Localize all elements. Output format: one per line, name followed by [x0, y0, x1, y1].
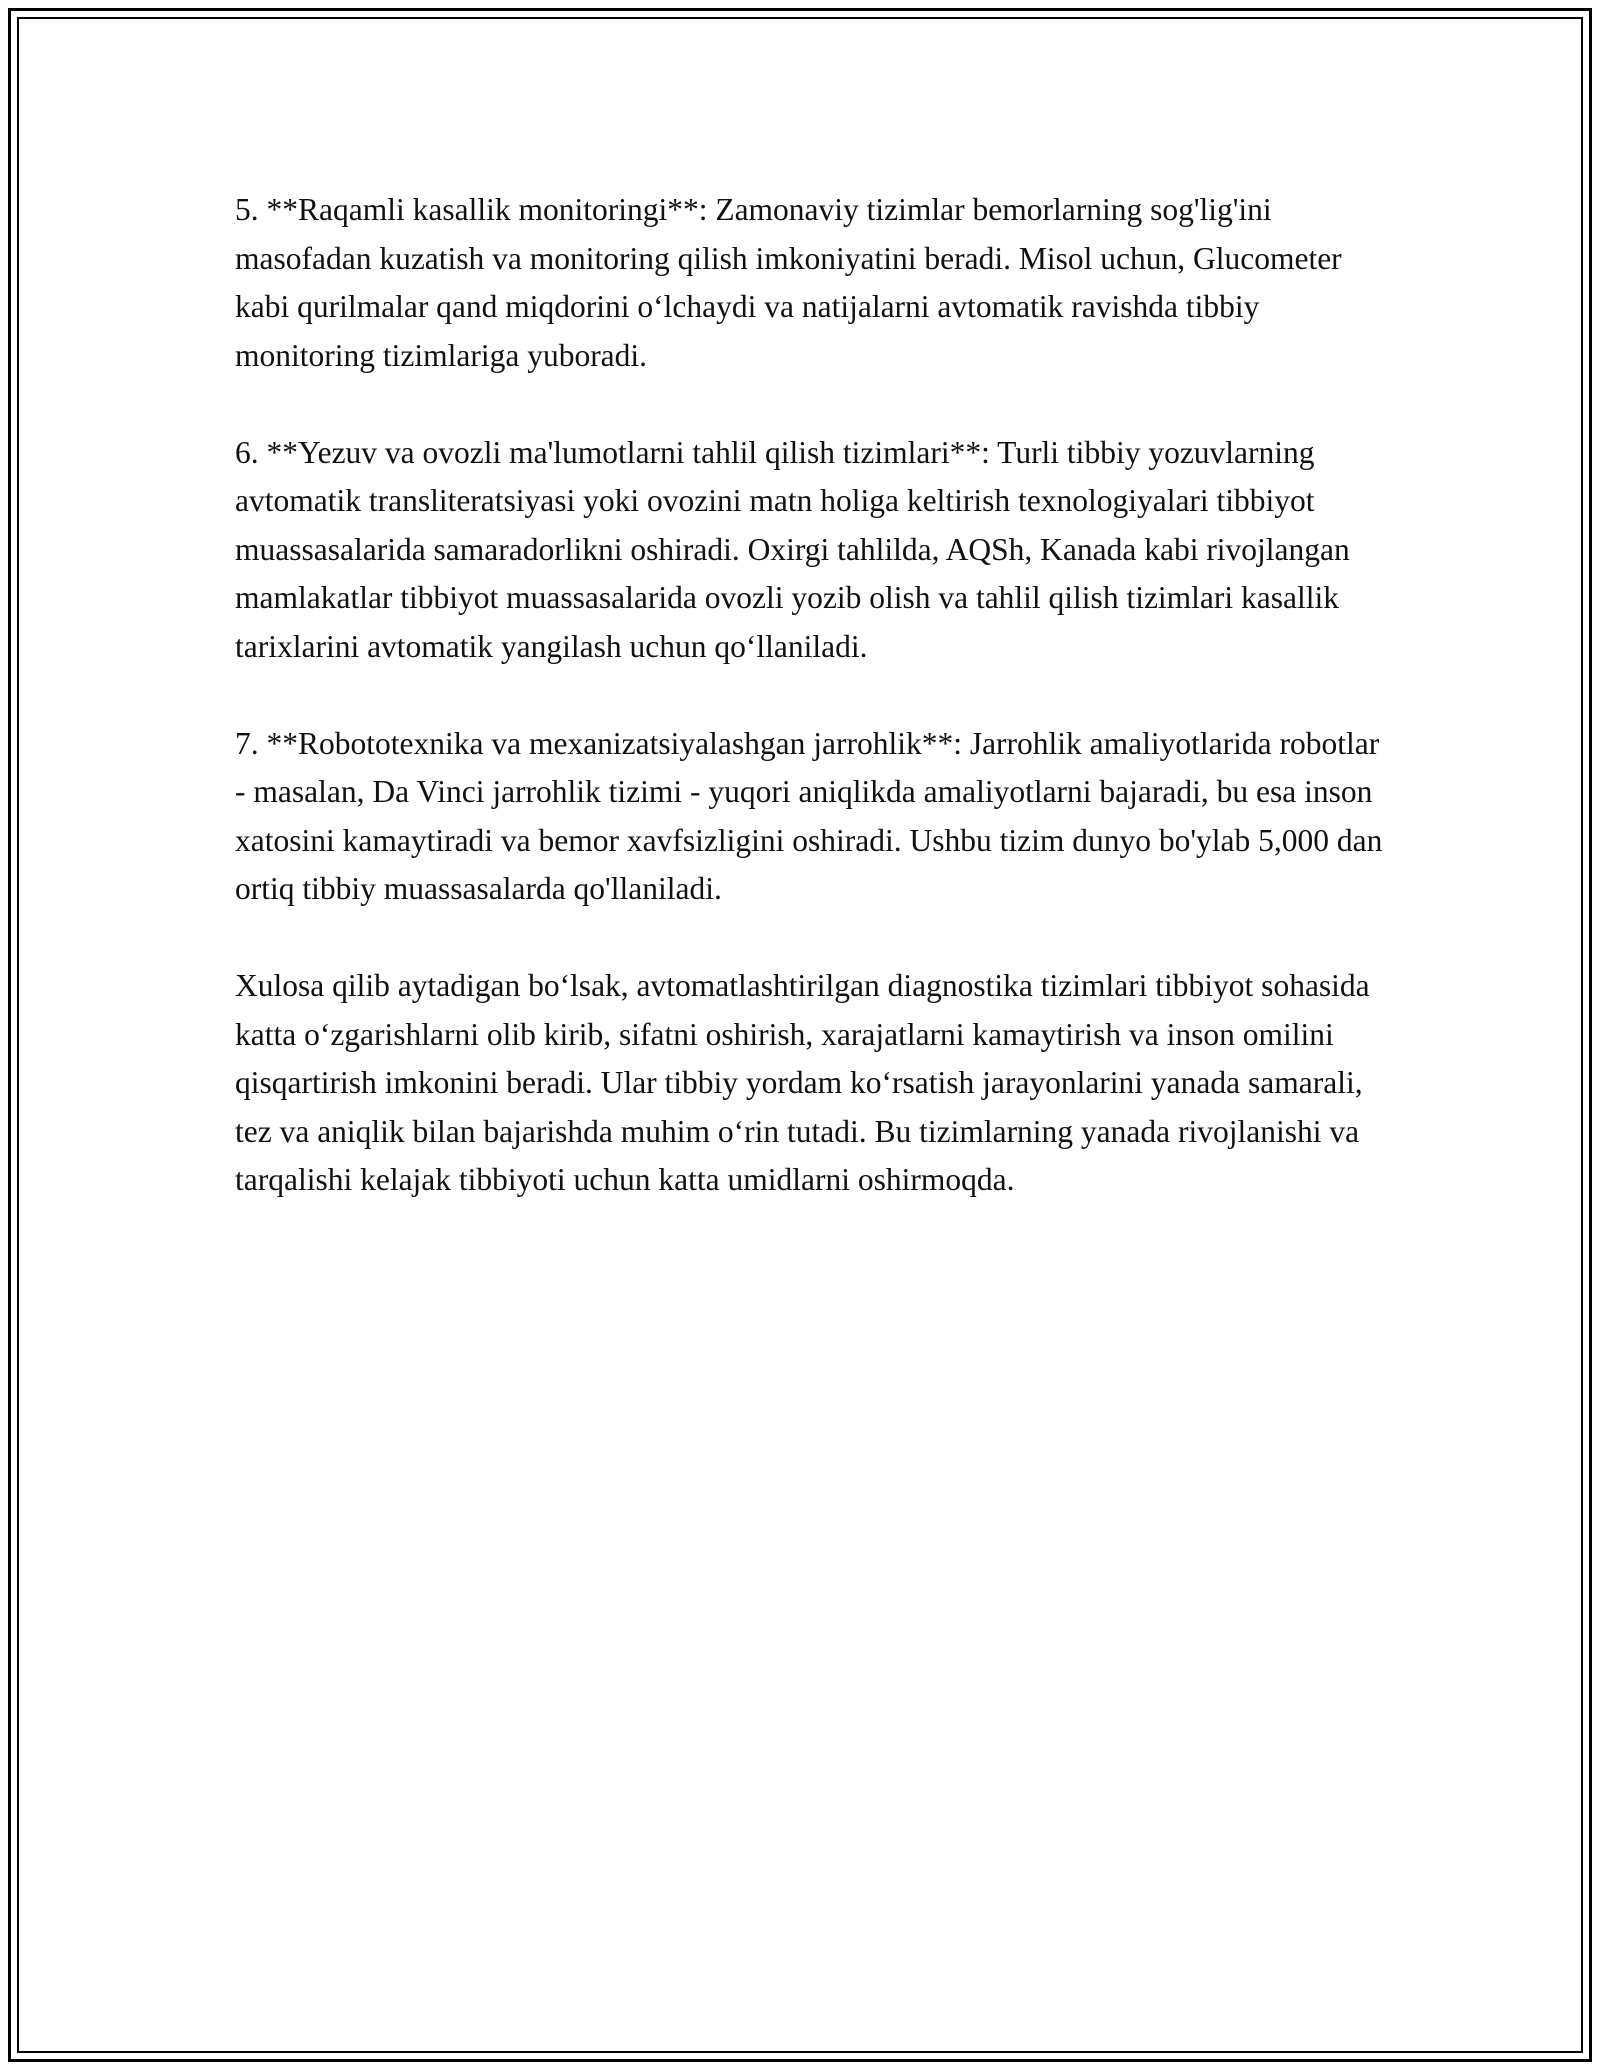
paragraph-robotic-surgery: 7. **Robototexnika va mexanizatsiyalashgan jarrohlik**: Jarrohlik amaliyotlarida robotlar - masalan, Da Vinci jarrohlik tizimi - yuqori aniqlikda amaliyotlarni bajaradi, bu esa inson xatosini kamaytiradi va bemor xavfsizligini oshiradi. Ushbu tizim dunyo bo'ylab 5,000 dan ortiq tibbiy muassasalarda qo'llaniladi. [235, 725, 1383, 906]
paragraph-digital-monitoring: 5. **Raqamli kasallik monitoringi**: Zamonaviy tizimlar bemorlarning sog'lig'ini masofadan kuzatish va monitoring qilish imkoniyatini beradi. Misol uchun, Glucometer kabi qurilmalar qand miqdorini o‘lchaydi va natijalarni avtomatik ravishda tibbiy monitoring tizimlariga yuboradi. [235, 192, 1342, 373]
paragraph-voice-analysis: 6. **Yezuv va ovozli ma'lumotlarni tahlil qilish tizimlari**: Turli tibbiy yozuvlarning avtomatik transliteratsiyasi yoki ovozini matn holiga keltirish texnologiyalari tibbiyot muassasalarida samaradorlikni oshiradi. Oxirgi tahlilda, AQSh, Kanada kabi rivojlangan mamlakatlar tibbiyot muassasalarida ovozli yozib olish va tahlil qilish tizimlari kasallik tarixlarini avtomatik yangilash uchun qo‘llaniladi. [235, 434, 1350, 664]
document-body [235, 186, 1385, 1253]
paragraph-conclusion: Xulosa qilib aytadigan bo‘lsak, avtomatlashtirilgan diagnostika tizimlari tibbiyot sohasida katta o‘zgarishlarni olib kirib, sifatni oshirish, xarajatlarni kamaytirish va inson omilini qisqartirish imkonini beradi. Ular tibbiy yordam ko‘rsatish jarayonlarini yanada samarali, tez va aniqlik bilan bajarishda muhim o‘rin tutadi. Bu tizimlarning yanada rivojlanishi va tarqalishi kelajak tibbiyoti uchun katta umidlarni oshirmoqda. [235, 968, 1370, 1197]
